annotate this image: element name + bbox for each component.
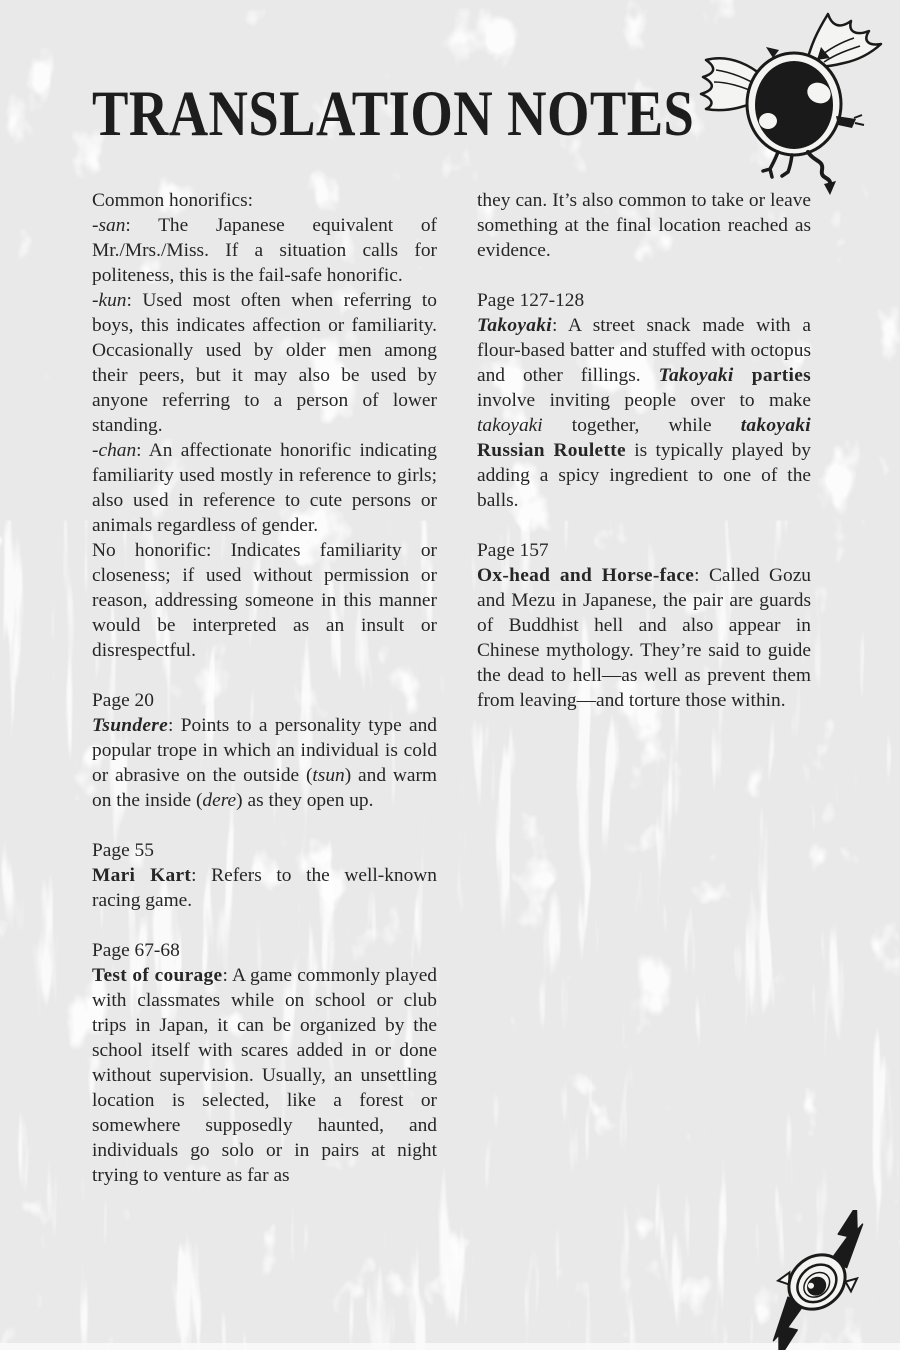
note-section [92,838,437,913]
note-paragraph: No honorific: Indicates familiarity or closeness; if used without permission or reason, addressing someone in this manner would be interpreted as an insult or disrespectful. [92,540,437,661]
left-column [92,188,437,1188]
notes-columns [92,188,811,1188]
note-section [477,288,811,513]
note-paragraph: Tsundere: Points to a personality type and popular trope in which an individual is cold or abrasive on the outside (tsun) and warm on the inside (dere) as they open up. [92,715,437,811]
page-title-text: TRANSLATION NOTES [92,78,695,150]
right-column [477,188,811,1188]
note-paragraph: Ox-head and Horse-face: Called Gozu and Mezu in Japanese, the pair are guards of Buddhist hell and also appear in Chinese mythology. They’re said to guide the dead to hell—as well as prevent them from leaving—and torture those within. [477,565,812,711]
note-section [92,938,437,1188]
note-paragraph: -kun: Used most often when referring to boys, this indicates affection or familiarity. Occasionally used by older men among their peers, but it may also be used by anyone referring to a person of lower standing. [92,290,437,436]
note-paragraph: Test of courage: A game commonly played with classmates while on school or club trips in Japan, it can be organized by the school itself with scares added in or done without supervision. Usually, an unsettling location is selected, like a forest or somewhere supposedly haunted, and individuals go solo or in pairs at night trying to venture as far as [92,965,437,1186]
note-paragraph: Takoyaki: A street snack made with a flour-based batter and stuffed with octopus and other fillings. Takoyaki parties involve inviting people over to make takoyaki together, while takoyaki Russian Roulette is typically played by adding a spicy ingredient to one of the balls. [477,315,811,511]
lightning-eye-doodle [742,1210,892,1350]
note-section [477,538,811,713]
note-paragraph: -san: The Japanese equivalent of Mr./Mrs./Miss. If a situation calls for politeness, this is the fail-safe honorific. [92,215,437,286]
note-paragraph: -chan: An affectionate honorific indicating familiarity used mostly in reference to girls; also used in reference to cute persons or animals regardless of gender. [92,440,437,536]
note-paragraph: Mari Kart: Refers to the well-known racing game. [92,865,437,911]
winged-imp-doodle [678,2,890,202]
page-heading: Page 55 [92,840,154,861]
page-heading: Page 157 [477,540,549,561]
note-section [92,188,437,663]
page-heading: Common honorifics: [92,190,254,211]
note-paragraph: they can. It’s also common to take or leave something at the final location reached as evidence. [477,190,811,261]
page-heading: Page 67-68 [92,940,180,961]
page-heading: Page 20 [92,690,154,711]
note-section [92,688,437,813]
page-heading: Page 127-128 [477,290,585,311]
